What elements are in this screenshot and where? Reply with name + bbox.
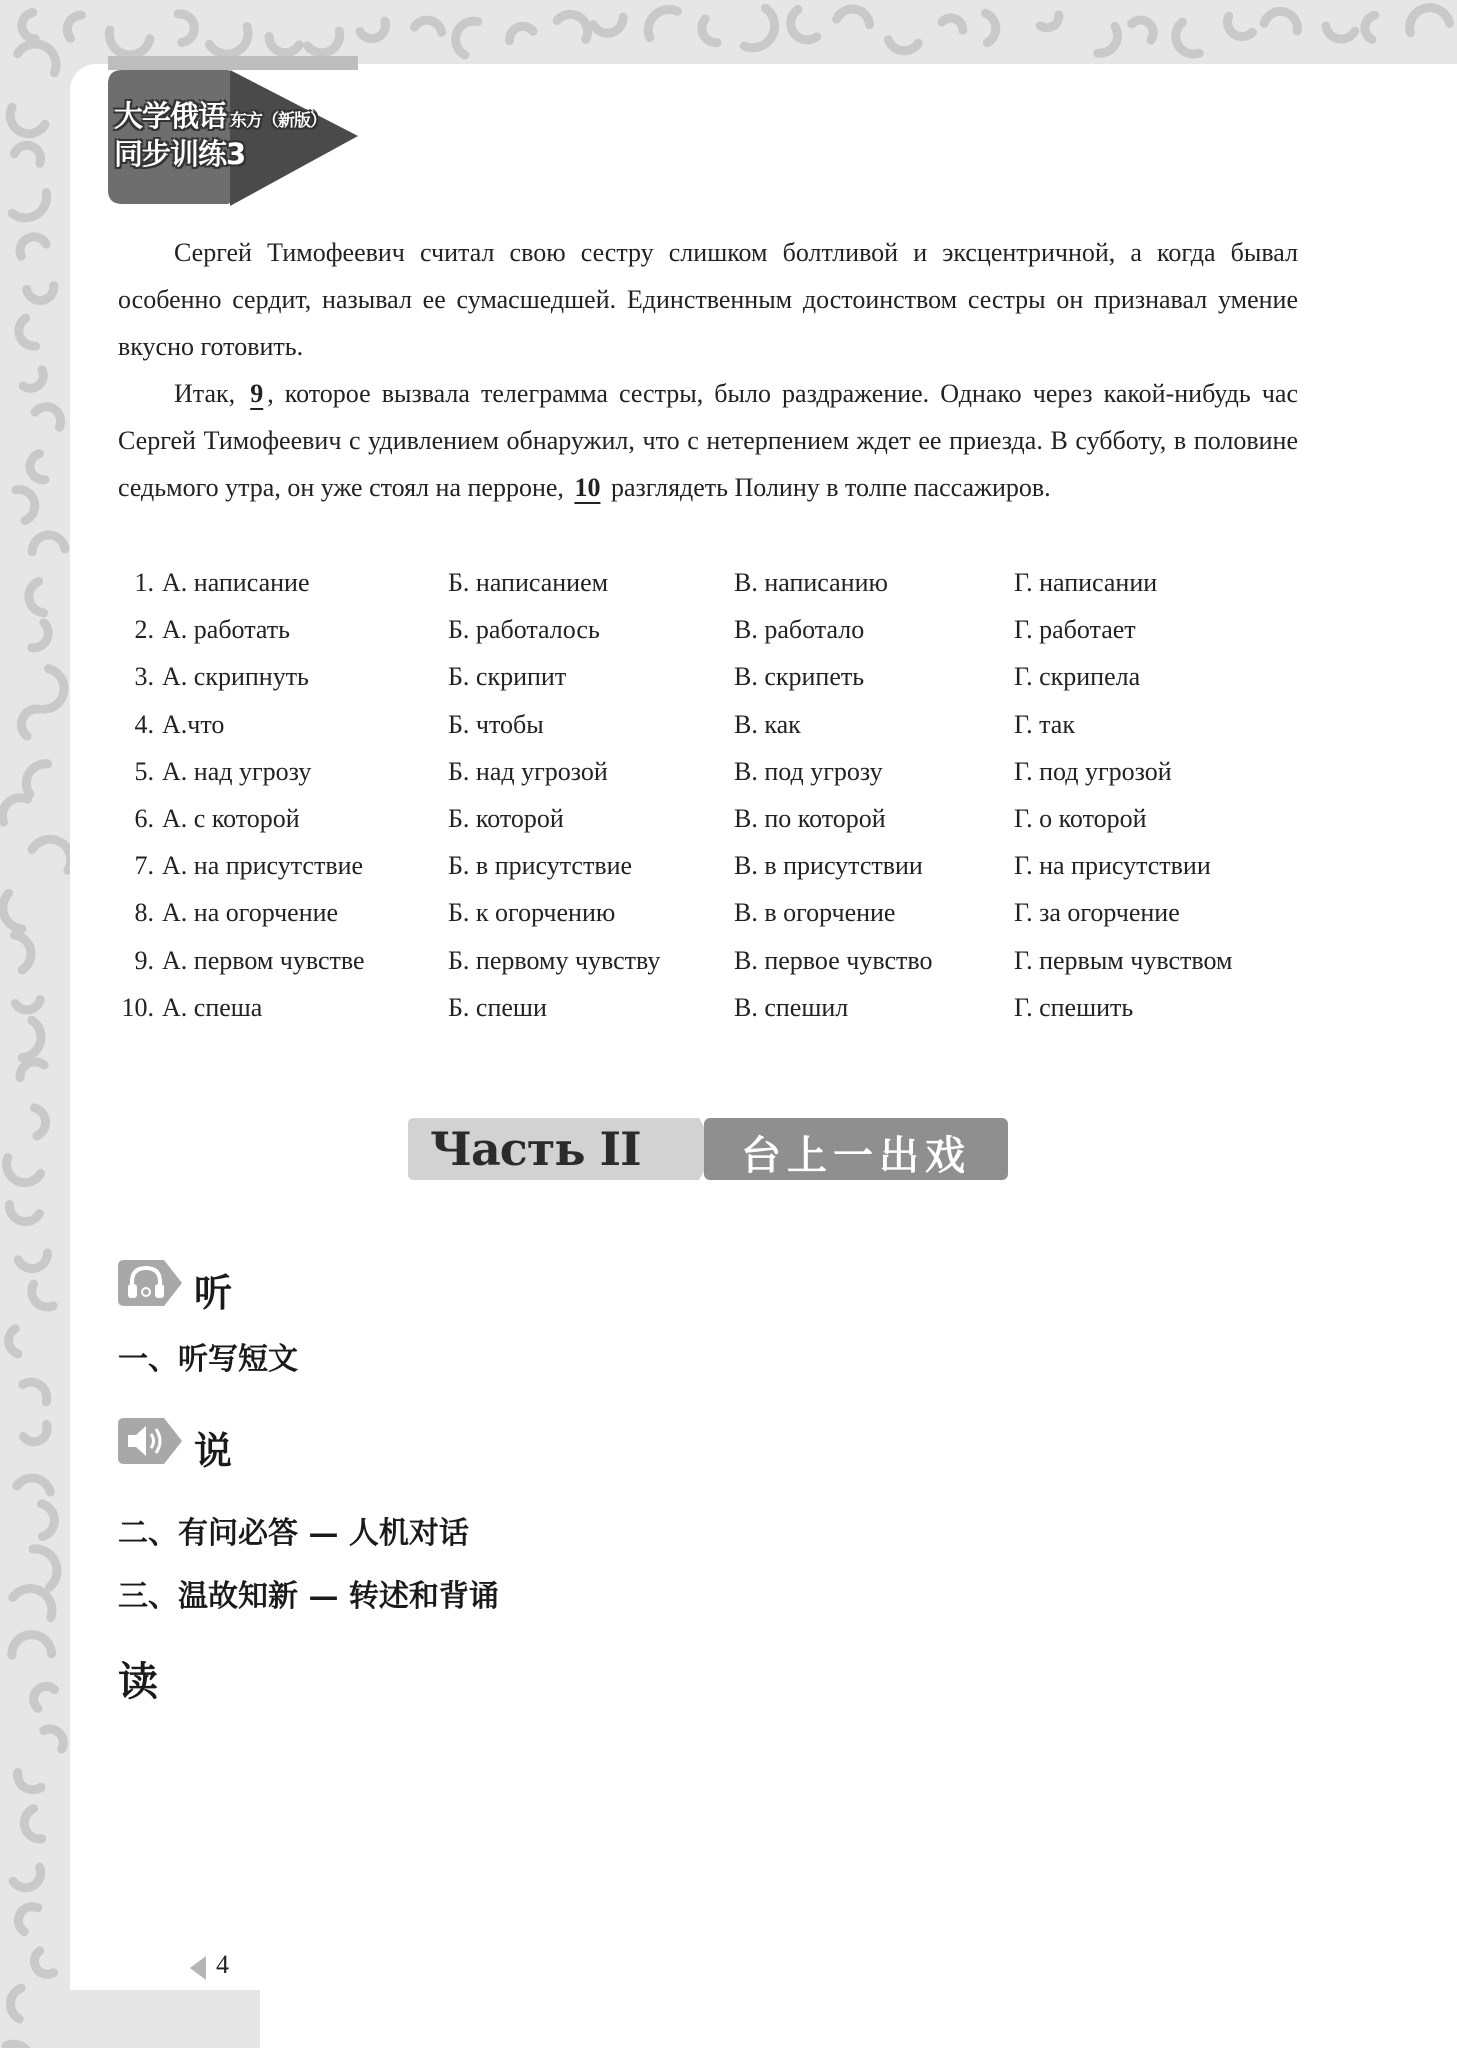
pattern-arc (456, 21, 478, 55)
pattern-arc (942, 18, 963, 30)
pattern-arc (10, 107, 45, 133)
pattern-arc (791, 9, 817, 39)
option-row (118, 653, 1318, 700)
option-c: В. как (734, 709, 801, 739)
pattern-arc (26, 764, 47, 794)
option-d: Г. на присутствии (1014, 851, 1211, 881)
paragraph-1: Сергей Тимофеевич считал свою сестру слишком болтливой и эксцентричной, а когда бывал особенно сердит, называл ее сумасшедшей. Единственным достоинством сестры он признавал умение вкусно готовить. (118, 238, 1298, 361)
option-b: Б. к огорчению (448, 898, 616, 928)
option-a: А. спеша (162, 992, 263, 1022)
option-b: Б. первому чувству (448, 945, 661, 975)
option-d: Г. спешить (1014, 992, 1134, 1022)
pattern-arc (2, 798, 27, 822)
paragraph-2: Итак, 9 , которое вызвала телеграмма сестры, было раздражение. Однако через какой-нибудь час Сергей Тимофеевич с удивлением обнаружил, что с нетерпением ждет ее приезда. В субботу, в половине седьмого утра, он уже стоял на перроне, 10 разглядеть Полину в толпе пассажиров. (118, 379, 1298, 502)
pattern-arc (9, 1329, 18, 1354)
pattern-arc (27, 286, 54, 301)
pattern-arc (32, 1284, 53, 1307)
pattern-arc (34, 1108, 45, 1136)
pattern-arc (308, 31, 340, 53)
pattern-arc (510, 26, 533, 40)
pattern-arc (3, 893, 22, 928)
speaker-icon (118, 1416, 184, 1466)
option-a: А. на огорчение (162, 898, 339, 928)
option-c: В. в присутствии (734, 851, 923, 881)
pattern-arc (985, 13, 995, 43)
option-b: Б. чтобы (448, 709, 544, 739)
option-c: В. под угрозу (734, 756, 883, 786)
bottom-margin-strip (70, 1990, 260, 2048)
pattern-arc (14, 145, 40, 163)
option-b: Б. написанием (448, 568, 609, 597)
section-speak-title: 说 (194, 1429, 233, 1473)
pattern-arc (20, 1062, 44, 1078)
book-logo (108, 56, 368, 206)
pattern-arc (34, 1686, 55, 1708)
pattern-arc (16, 490, 35, 521)
option-row (118, 984, 1318, 1031)
option-c: В. в огорчение (734, 898, 896, 928)
pattern-arc (178, 14, 194, 43)
pattern-arc (32, 839, 71, 870)
pattern-arc (42, 1504, 55, 1537)
pattern-arc (18, 1253, 47, 1269)
pattern-arc (23, 1382, 47, 1402)
option-c: В. первое чувство (734, 945, 933, 975)
pattern-arc (21, 709, 38, 736)
pattern-arc (18, 1773, 41, 1790)
option-a: А. над угрозу (162, 756, 312, 786)
option-d: Г. о которой (1014, 803, 1147, 833)
option-number: 6. (134, 803, 154, 833)
pattern-arc (44, 669, 64, 710)
option-d: Г. так (1014, 709, 1075, 739)
pattern-arc (6, 2044, 30, 2048)
pattern-arc (7, 1158, 41, 1183)
option-row (118, 795, 1318, 842)
pattern-arc (44, 1729, 64, 1749)
pattern-arc (1264, 11, 1297, 30)
pattern-arc (648, 9, 677, 37)
answer-options (118, 559, 1318, 1031)
option-d: Г. за огорчение (1014, 898, 1180, 928)
option-a: А. работать (162, 615, 290, 645)
pattern-arc (13, 1589, 52, 1618)
option-b: Б. работалось (448, 615, 600, 645)
page-number-text: 4 (216, 1950, 229, 1979)
pattern-arc (34, 1951, 53, 1974)
option-row (118, 842, 1318, 889)
pattern-arc (32, 535, 65, 552)
pattern-arc (17, 1478, 51, 1492)
listen-item-1: 一、听写短文 (118, 1342, 298, 1377)
option-a: А. первом чувстве (162, 945, 365, 975)
pattern-arc (702, 19, 717, 43)
logo-subtitle: 同步训练3 (114, 137, 246, 171)
option-row (118, 701, 1318, 748)
pattern-arc (12, 193, 47, 218)
section-read-title: 读 (118, 1659, 158, 1705)
pattern-arc (1410, 8, 1450, 33)
part-label: Часть II (430, 1122, 641, 1176)
option-number: 7. (134, 851, 154, 881)
option-c: В. спешил (734, 992, 849, 1022)
option-row (118, 559, 1318, 606)
pattern-arc (33, 1549, 57, 1587)
section-listen-title: 听 (194, 1271, 233, 1315)
pattern-arc (888, 40, 918, 51)
pattern-arc (22, 1020, 41, 1057)
pattern-arc (10, 1988, 21, 2019)
pattern-arc (1365, 15, 1375, 39)
logo-title: 大学俄语 东方（新版） (114, 99, 327, 133)
pattern-arc (1040, 15, 1059, 28)
option-a: А. на присутствие (162, 851, 364, 881)
option-row (118, 937, 1318, 984)
option-d: Г. написании (1014, 568, 1158, 597)
option-d: Г. первым чувством (1014, 945, 1233, 975)
pattern-arc (593, 17, 623, 33)
pattern-arc (67, 15, 81, 38)
pattern-arc (18, 1907, 37, 1932)
part-label-box (408, 1118, 696, 1180)
option-number: 10. (121, 992, 154, 1022)
pattern-arc (32, 623, 48, 648)
option-a: А.что (162, 709, 225, 739)
part-title: 台上一出戏 (741, 1133, 971, 1179)
option-d: Г. скрипела (1014, 662, 1141, 692)
pattern-arc (20, 237, 46, 256)
pattern-arc (744, 8, 774, 48)
option-d: Г. под угрозой (1014, 756, 1172, 786)
option-a: А. с которой (162, 803, 300, 833)
pattern-arc (1326, 26, 1355, 39)
option-d: Г. работает (1014, 615, 1136, 645)
pattern-arc (22, 13, 35, 39)
option-c: В. по которой (734, 803, 886, 833)
pattern-arc (23, 370, 43, 389)
pattern-arc (12, 1635, 52, 1656)
pattern-arc (19, 318, 36, 346)
pattern-arc (269, 37, 299, 53)
pattern-arc (29, 582, 44, 613)
option-b: Б. над угрозой (448, 756, 608, 786)
pattern-arc (360, 21, 386, 38)
part-banner (408, 1118, 1008, 1184)
blank-10: 10 (574, 473, 601, 502)
pattern-arc (837, 9, 870, 25)
option-number: 2. (134, 615, 154, 645)
option-b: Б. в присутствие (448, 851, 633, 881)
headphones-icon (118, 1258, 184, 1308)
option-number: 3. (134, 662, 154, 692)
pattern-arc (1228, 16, 1253, 36)
speak-item-2: 二、有问必答 — 人机对话 (118, 1516, 469, 1551)
option-c: В. скрипеть (734, 662, 865, 692)
pattern-arc (1176, 22, 1200, 54)
pattern-arc (1098, 26, 1118, 53)
option-row (118, 606, 1318, 653)
option-row (118, 889, 1318, 936)
part-title-box (704, 1118, 1008, 1180)
pattern-arc (13, 1867, 41, 1888)
option-number: 9. (134, 945, 154, 975)
option-a: А. скрипнуть (162, 662, 309, 692)
option-b: Б. скрипит (448, 662, 567, 692)
option-row (118, 748, 1318, 795)
option-number: 5. (134, 756, 154, 786)
pattern-arc (15, 935, 31, 970)
option-b: Б. спеши (448, 992, 547, 1022)
pattern-arc (1132, 20, 1154, 40)
pattern-arc (18, 44, 56, 73)
option-a: А. написание (162, 568, 310, 597)
pattern-arc (209, 27, 248, 54)
option-number: 4. (134, 709, 154, 739)
pattern-arc (109, 30, 150, 55)
speak-item-3: 三、温故知新 — 转述和背诵 (118, 1579, 499, 1614)
pattern-arc (15, 1000, 40, 1010)
page-arrow-icon (190, 1956, 208, 1980)
pattern-arc (35, 407, 61, 427)
pattern-arc (9, 1205, 39, 1222)
blank-9: 9 (250, 379, 264, 408)
pattern-arc (30, 454, 45, 480)
option-c: В. работало (734, 615, 865, 645)
pattern-arc (414, 20, 441, 32)
option-b: Б. которой (448, 803, 564, 833)
option-c: В. написанию (734, 568, 888, 597)
pattern-arc (557, 14, 588, 39)
pattern-arc (23, 1424, 47, 1441)
pattern-arc (24, 1809, 42, 1839)
option-number: 1. (134, 568, 154, 597)
option-number: 8. (134, 898, 154, 928)
